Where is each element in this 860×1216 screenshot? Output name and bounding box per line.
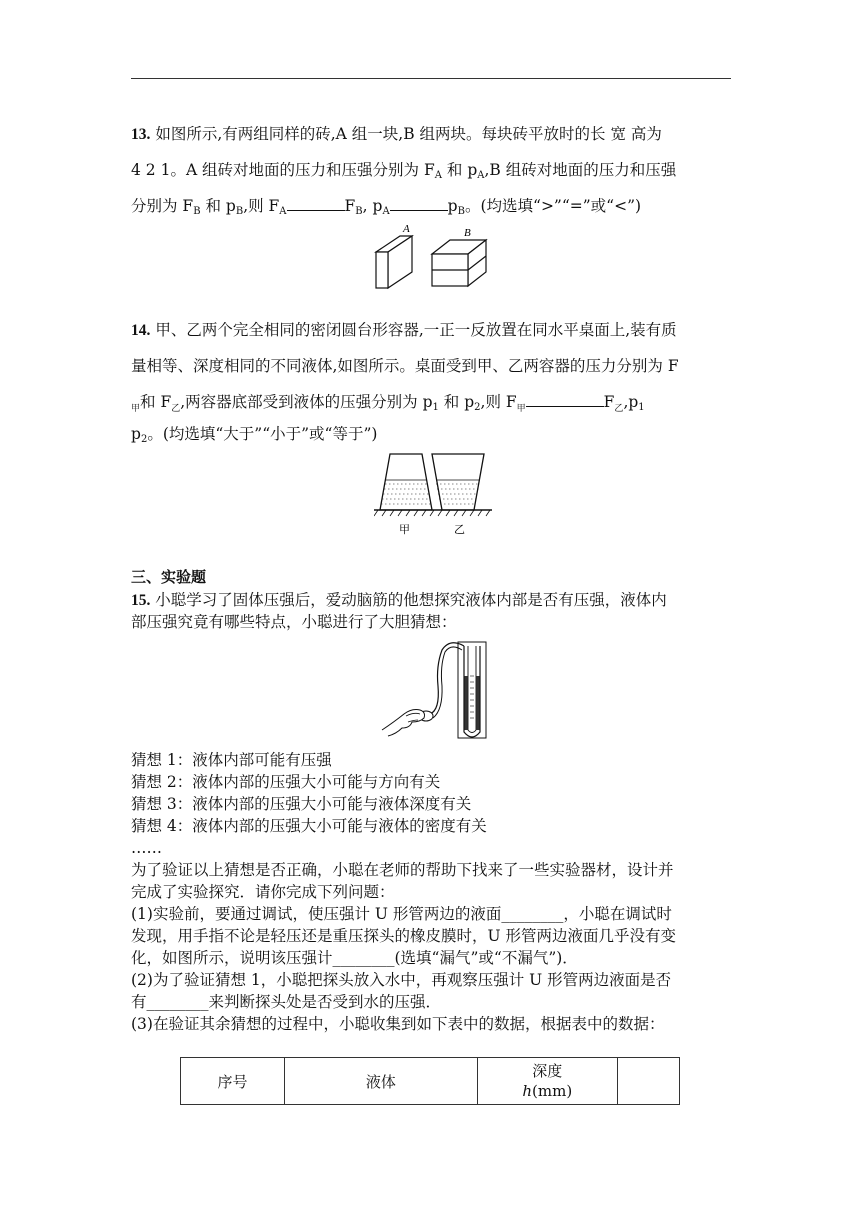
q13-text-1: 如图所示,有两组同样的砖,A 组一块,B 组两块。每块砖平放时的长 宽 高为 — [155, 125, 662, 143]
container-label-jia: 甲 — [399, 523, 410, 536]
q14-text-3c: 和 p — [438, 393, 475, 411]
q13-text-3c: ,则 F — [243, 197, 280, 215]
q15-number: 15. — [131, 592, 151, 609]
q13-line-3 — [131, 194, 641, 224]
q13-sub: B — [457, 206, 465, 217]
q13-sub: B — [193, 206, 201, 217]
q14-text-3f: F — [603, 393, 615, 411]
section-heading: 三、实验题 — [131, 568, 207, 586]
q13-sub: A — [477, 170, 485, 181]
q15-intro-2: 部压强究竟有哪些特点，小聪进行了大胆猜想： — [131, 613, 457, 631]
q13-line-2 — [131, 158, 676, 188]
q14-text-3g: ,p — [623, 393, 639, 411]
depth-variable: h — [522, 1082, 533, 1100]
depth-label: 深度 — [532, 1062, 563, 1080]
q14-text-3a: 和 F — [140, 393, 172, 411]
data-table — [180, 1057, 680, 1105]
q13-line-1 — [131, 122, 662, 147]
q14-sub: 甲 — [516, 404, 526, 414]
q14-answer-blank-1[interactable] — [526, 392, 604, 407]
q14-line-4 — [131, 422, 377, 452]
ellipsis: …… — [131, 839, 162, 857]
containers-figure — [374, 450, 496, 538]
q15-para-2: 完成了实验探究．请你完成下列问题： — [131, 883, 395, 901]
guess-3: 猜想 3：液体内部的压强大小可能与液体深度有关 — [131, 795, 472, 813]
q13-text-3f: p — [447, 197, 458, 215]
q13-text-3b: 和 p — [200, 197, 236, 215]
q14-sub: 甲 — [131, 404, 141, 414]
q13-answer-blank-2[interactable] — [390, 196, 448, 211]
q13-number: 13. — [131, 126, 151, 143]
q14-sub: 乙 — [171, 404, 181, 414]
table-header-row — [181, 1058, 680, 1105]
q13-text-3e: , p — [362, 197, 383, 215]
q14-sub: 2 — [140, 434, 148, 445]
q14-sub: 2 — [474, 402, 481, 413]
q15-part-1c: 化，如图所示，说明该压强计________(选填“漏气”或“不漏气”)． — [131, 949, 578, 967]
q13-sub: A — [279, 206, 287, 217]
q14-text-2: 量相等、深度相同的不同液体,如图所示。桌面受到甲、乙两容器的压力分别为 F — [131, 357, 679, 375]
manometer-figure — [380, 636, 500, 746]
q15-part-2a: (2)为了验证猜想 1，小聪把探头放入水中，再观察压强计 U 形管两边液面是否 — [131, 971, 672, 989]
top-rule — [131, 78, 731, 79]
q13-sub: B — [355, 206, 363, 217]
table-header-extra — [617, 1058, 679, 1105]
q15-para-1: 为了验证以上猜想是否正确，小聪在老师的帮助下找来了一些实验器材，设计并 — [131, 861, 674, 879]
guess-1: 猜想 1：液体内部可能有压强 — [131, 751, 332, 769]
guess-4: 猜想 4：液体内部的压强大小可能与液体的密度有关 — [131, 817, 487, 835]
q15-part-1a: (1)实验前，要通过调试，使压强计 U 形管两边的液面________，小聪在调试时 — [131, 905, 672, 923]
q14-text-3d: ,则 F — [480, 393, 517, 411]
q14-text-4b: 。(均选填“大于”“小于”或“等于”) — [147, 425, 378, 443]
bricks-figure — [370, 222, 500, 292]
q14-text-3b: ,两容器底部受到液体的压强分别为 p — [180, 393, 433, 411]
q14-sub: 1 — [638, 402, 645, 413]
q13-sub: A — [434, 170, 442, 181]
q14-line-3 — [131, 390, 645, 421]
q13-text-2c: ,B 组砖对地面的压力和压强 — [484, 161, 677, 179]
container-label-yi: 乙 — [454, 523, 465, 536]
table-header-liquid: 液体 — [284, 1058, 477, 1105]
depth-unit: (mm) — [532, 1082, 573, 1100]
table-header-index: 序号 — [181, 1058, 285, 1105]
guess-2: 猜想 2：液体内部的压强大小可能与方向有关 — [131, 773, 441, 791]
q14-sub: 1 — [432, 402, 439, 413]
q13-answer-blank-1[interactable] — [287, 196, 345, 211]
brick-label-b: B — [464, 227, 471, 239]
q15-part-3a: (3)在验证其余猜想的过程中，小聪收集到如下表中的数据，根据表中的数据： — [131, 1015, 665, 1033]
q15-intro-text-1: 小聪学习了固体压强后，爱动脑筋的他想探究液体内部是否有压强，液体内 — [150, 591, 667, 609]
q13-text-2b: 和 p — [441, 161, 478, 179]
q14-line-1 — [131, 318, 677, 343]
q14-sub: 乙 — [614, 404, 624, 414]
q15-part-1b: 发现，用手指不论是轻压还是重压探头的橡皮膜时，U 形管两边液面几乎没有变 — [131, 927, 676, 945]
q15-part-2b: 有________来判断探头处是否受到水的压强． — [131, 993, 442, 1011]
q13-text-3d: F — [344, 197, 356, 215]
q14-text-4a: p — [131, 425, 141, 443]
q13-sub: A — [382, 206, 390, 217]
q14-number: 14. — [131, 322, 151, 339]
table-header-depth — [477, 1058, 617, 1105]
brick-label-a: A — [403, 223, 410, 235]
q14-line-2 — [131, 354, 679, 378]
q13-text-3a: 分别为 F — [131, 197, 194, 215]
q13-text-3g: 。(均选填“>”“=”或“<”) — [464, 197, 642, 215]
q13-text-2: 4 2 1。A 组砖对地面的压力和压强分别为 F — [131, 161, 435, 179]
q13-sub: B — [235, 206, 244, 217]
q14-text-1: 甲、乙两个完全相同的密闭圆台形容器,一正一反放置在同水平桌面上,装有质 — [155, 321, 677, 339]
